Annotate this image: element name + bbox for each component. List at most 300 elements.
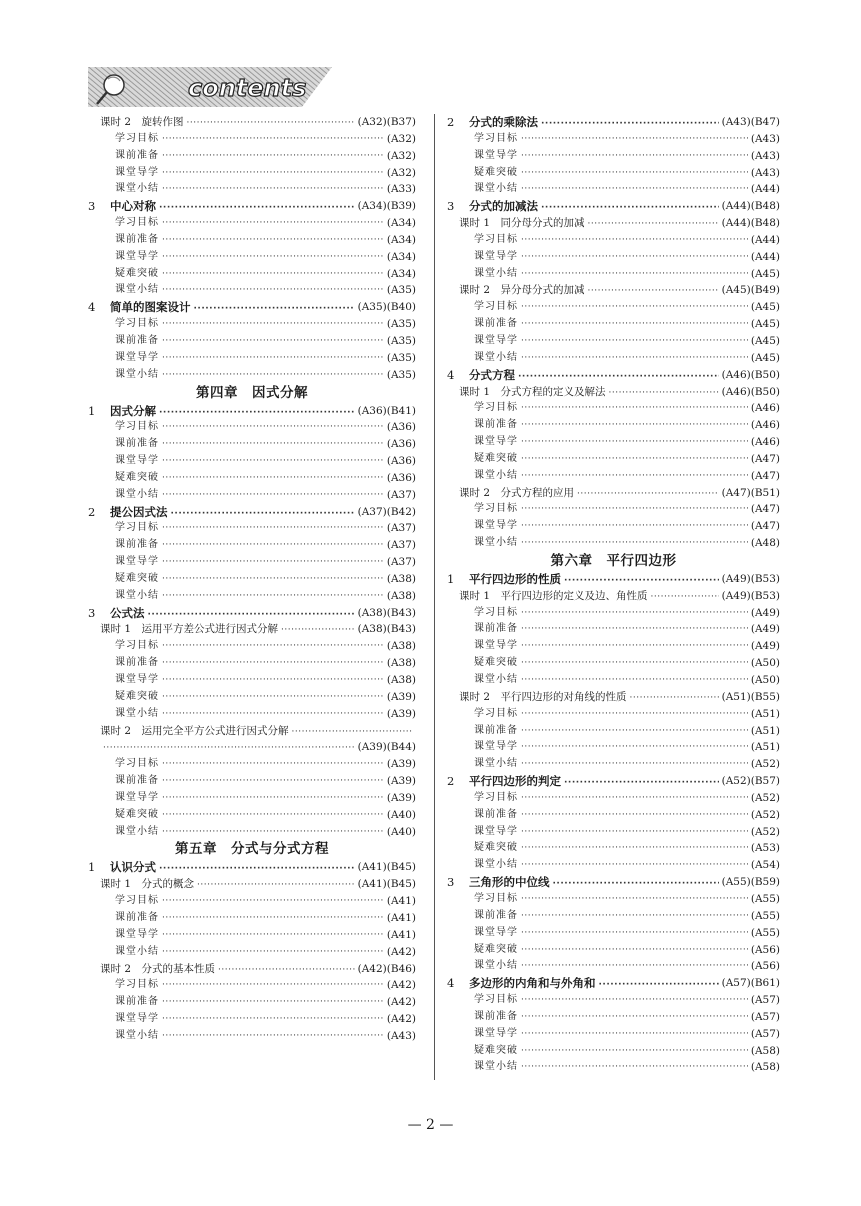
page-reference: (A35) (386, 368, 416, 381)
toc-sub-row (447, 400, 780, 417)
section-label (88, 605, 148, 622)
page-reference: (A55)(B59) (721, 876, 780, 889)
subsection-title: 课前准备 (115, 996, 159, 1008)
dot-leader (159, 859, 355, 876)
section-title: 三角形的中位线 (469, 875, 550, 890)
subsection-title: 疑难突破 (474, 452, 518, 464)
section-number: 2 (447, 115, 455, 129)
toc-sub-row (447, 790, 780, 807)
dot-leader (521, 417, 748, 434)
section-label (447, 198, 541, 215)
dot-leader (599, 975, 719, 992)
lesson-title: 课时 1 运用平方差公式进行因式分解 (100, 623, 279, 636)
toc-lesson-row (447, 485, 780, 502)
dot-leader (521, 299, 748, 316)
section-title: 平行四边形的判定 (469, 774, 561, 789)
toc-sub-row (447, 807, 780, 824)
page-reference: (A42) (386, 1013, 416, 1026)
page-reference: (A37) (386, 556, 416, 569)
dot-leader (159, 403, 355, 420)
page-reference: (A52) (750, 758, 780, 771)
toc-sub-row (447, 925, 780, 942)
page-reference: (A41)(B45) (357, 861, 416, 874)
subsection-title: 疑难突破 (474, 1044, 518, 1056)
subsection-title: 课堂导学 (115, 1013, 159, 1025)
subsection-title: 学习目标 (474, 892, 518, 904)
page-reference: (A33) (386, 183, 416, 196)
section-label (447, 874, 553, 891)
toc-lesson-row (447, 689, 780, 706)
page-reference: (A39) (386, 791, 416, 804)
toc-item-row (447, 773, 780, 790)
page-reference: (A51)(B55) (721, 690, 780, 703)
page-reference: (A37)(B42) (357, 505, 416, 518)
section-label (88, 299, 194, 316)
subsection-title: 学习目标 (474, 791, 518, 803)
dot-leader (162, 148, 384, 165)
dot-leader (162, 537, 384, 554)
dot-leader (162, 249, 384, 266)
toc-sub-row (88, 215, 416, 232)
subsection-title: 课堂小结 (115, 488, 159, 500)
dot-leader (162, 571, 384, 588)
dot-leader (609, 384, 719, 401)
page-reference: (A36) (386, 421, 416, 434)
section-number: 3 (88, 605, 96, 620)
toc-sub-row (88, 131, 416, 148)
subsection-title: 课堂小结 (474, 674, 518, 685)
toc-sub-row (88, 1011, 416, 1028)
page-reference: (A32) (386, 132, 416, 145)
dot-leader (162, 316, 384, 333)
dot-leader (197, 876, 355, 893)
page-reference: (A42) (386, 945, 416, 958)
page-reference: (A42)(B46) (357, 962, 416, 975)
page-reference: (A43)(B47) (721, 116, 780, 128)
toc-sub-row (88, 537, 416, 554)
dot-leader (521, 518, 748, 535)
toc-sub-row (88, 232, 416, 249)
toc-sub-row (88, 588, 416, 605)
toc-item-row (447, 975, 780, 992)
toc-right-column (447, 114, 780, 1076)
lesson-title: 课时 1 平行四边形的定义及边、角性质 (459, 589, 648, 602)
page-reference: (A49) (750, 623, 780, 636)
toc-sub-row (447, 266, 780, 283)
page-number: — 2 — (407, 1117, 454, 1133)
subsection-title: 疑难突破 (115, 808, 159, 820)
toc-sub-row (88, 689, 416, 706)
toc-sub-row (447, 840, 780, 857)
subsection-title: 课前准备 (115, 149, 159, 161)
page-reference: (A41) (386, 911, 416, 924)
section-title: 提公因式法 (110, 504, 168, 519)
chapter-title: 第五章 分式与分式方程 (175, 841, 329, 858)
subsection-title: 疑难突破 (115, 690, 159, 702)
toc-sub-row (447, 672, 780, 689)
section-title: 因式分解 (110, 403, 156, 418)
subsection-title: 疑难突破 (474, 943, 518, 955)
toc-sub-row (447, 723, 780, 740)
subsection-title: 课堂小结 (474, 351, 518, 363)
toc-sub-row (447, 942, 780, 959)
page-reference: (A50) (750, 657, 780, 670)
page-reference: (A34)(B39) (357, 200, 416, 213)
subsection-title: 课堂导学 (474, 825, 518, 837)
subsection-title: 课堂小结 (115, 589, 159, 601)
chapter-title: 第六章 平行四边形 (550, 552, 677, 569)
page-reference: (A38) (386, 674, 416, 686)
lesson-title: 课时 2 分式方程的应用 (459, 486, 575, 499)
toc-sub-row (88, 571, 416, 588)
subsection-title: 学习目标 (115, 318, 159, 330)
dot-leader (162, 672, 384, 689)
toc-sub-row (88, 249, 416, 266)
lesson-title: 课时 1 分式的概念 (100, 878, 195, 891)
dot-leader (588, 215, 719, 232)
toc-sub-row (447, 891, 780, 908)
toc-lesson-row (88, 114, 416, 131)
page-reference: (A42) (386, 996, 416, 1009)
subsection-title: 学习目标 (474, 503, 518, 515)
page-reference: (A34) (386, 233, 416, 246)
toc-sub-row (88, 181, 416, 198)
lesson-title: 课时 1 同分母分式的加减 (459, 217, 585, 230)
dot-leader (162, 470, 384, 487)
toc-item-row (447, 114, 780, 131)
toc-lesson-row (88, 621, 416, 638)
subsection-title: 学习目标 (115, 132, 159, 144)
subsection-title: 课堂导学 (474, 640, 518, 652)
toc-item-row (88, 299, 416, 316)
section-title: 分式方程 (469, 367, 515, 382)
toc-left-column (88, 114, 416, 1045)
dot-leader (162, 927, 384, 944)
subsection-title: 课堂导学 (474, 741, 518, 753)
subsection-title: 学习目标 (115, 522, 159, 534)
toc-sub-row (447, 655, 780, 672)
section-number: 3 (88, 199, 96, 214)
toc-cont-row (88, 739, 416, 756)
subsection-title: 课堂导学 (474, 436, 518, 448)
toc-sub-row (88, 165, 416, 182)
page-reference: (A39)(B44) (357, 741, 416, 754)
subsection-title: 课堂小结 (474, 537, 518, 549)
toc-item-row (447, 367, 780, 384)
subsection-title: 疑难突破 (474, 166, 518, 178)
page-reference: (A44) (750, 250, 780, 263)
page-reference: (A57)(B61) (721, 977, 780, 990)
subsection-title: 课前准备 (474, 909, 518, 921)
dot-leader (162, 655, 384, 672)
page-reference: (A40) (386, 825, 416, 838)
dot-leader (162, 520, 384, 537)
subsection-title: 学习目标 (115, 758, 159, 770)
dot-leader (521, 621, 748, 638)
page-reference: (A34) (386, 267, 416, 280)
subsection-title: 课堂导学 (115, 351, 159, 363)
subsection-title: 课堂导学 (115, 455, 159, 467)
page-reference: (A58) (750, 1044, 780, 1057)
subsection-title: 学习目标 (474, 233, 518, 245)
toc-sub-row (447, 958, 780, 975)
toc-item-row (88, 403, 416, 420)
page-reference: (A37) (386, 522, 416, 535)
dot-leader (162, 554, 384, 571)
page-reference: (A44)(B48) (721, 200, 780, 213)
page-reference: (A49) (750, 606, 780, 619)
toc-sub-row (88, 520, 416, 537)
page-reference: (A55) (750, 909, 780, 922)
contents-title: contents (188, 74, 307, 102)
toc-item-row (88, 504, 416, 521)
dot-leader (577, 485, 719, 502)
toc-sub-row (447, 316, 780, 333)
section-number: 1 (88, 403, 96, 418)
dot-leader (521, 739, 748, 756)
page-reference: (A52) (750, 825, 780, 838)
subsection-title: 课堂导学 (474, 926, 518, 938)
subsection-title: 课堂小结 (474, 859, 518, 871)
toc-sub-row (88, 487, 416, 504)
toc-sub-row (447, 434, 780, 451)
dot-leader (521, 807, 748, 824)
subsection-title: 课堂小结 (474, 469, 518, 481)
dot-leader (162, 910, 384, 927)
dot-leader (630, 689, 719, 706)
section-label (447, 773, 564, 790)
toc-sub-row (88, 453, 416, 470)
dot-leader (194, 299, 355, 316)
subsection-title: 学习目标 (115, 979, 159, 991)
subsection-title: 课堂导学 (474, 334, 518, 346)
page-reference: (A52)(B57) (721, 775, 780, 788)
dot-leader (162, 350, 384, 367)
toc-sub-row (447, 249, 780, 266)
section-number: 4 (447, 976, 455, 991)
dot-leader (162, 588, 384, 605)
dot-leader (521, 451, 748, 468)
toc-sub-row (447, 333, 780, 350)
page-reference: (A44) (750, 233, 780, 246)
dot-leader (103, 739, 355, 756)
toc-item-row (88, 605, 416, 622)
subsection-title: 疑难突破 (115, 572, 159, 584)
section-label (447, 571, 564, 588)
dot-leader (171, 504, 355, 521)
dot-leader (564, 773, 719, 790)
page-reference: (A52) (750, 791, 780, 804)
section-label (88, 504, 171, 521)
page-reference: (A43) (750, 132, 780, 145)
subsection-title: 学习目标 (115, 895, 159, 907)
page-reference: (A49) (750, 640, 780, 653)
toc-sub-row (88, 436, 416, 453)
subsection-title: 学习目标 (474, 132, 518, 144)
section-label (88, 403, 159, 420)
page-reference: (A51) (750, 741, 780, 754)
dot-leader (162, 282, 384, 299)
dot-leader (521, 706, 748, 723)
dot-leader (162, 232, 384, 249)
section-number: 3 (447, 875, 455, 890)
subsection-title: 课前准备 (474, 318, 518, 330)
page-reference: (A35) (386, 351, 416, 364)
chapter-title: 第四章 因式分解 (196, 384, 308, 401)
dot-leader (162, 1028, 384, 1045)
toc-sub-row (88, 756, 416, 773)
contents-header-banner (88, 67, 332, 107)
dot-leader (521, 1026, 748, 1043)
page-reference: (A41) (386, 895, 416, 908)
toc-sub-row (447, 299, 780, 316)
dot-leader (521, 148, 748, 165)
page-reference: (A57) (750, 1010, 780, 1023)
subsection-title: 课堂小结 (474, 758, 518, 770)
page-reference: (A45) (750, 318, 780, 331)
subsection-title: 课堂导学 (115, 556, 159, 568)
subsection-title: 学习目标 (474, 606, 518, 618)
toc-sub-row (88, 316, 416, 333)
toc-sub-row (88, 419, 416, 436)
dot-leader (521, 655, 748, 672)
subsection-title: 学习目标 (474, 994, 518, 1006)
dot-leader (162, 453, 384, 470)
dot-leader (162, 944, 384, 961)
lesson-title: 课时 1 分式方程的定义及解法 (459, 385, 606, 398)
dot-leader (521, 501, 748, 518)
page-reference: (A36) (386, 471, 416, 484)
toc-sub-row (88, 655, 416, 672)
subsection-title: 课前准备 (115, 334, 159, 346)
page-reference: (A38) (386, 589, 416, 602)
toc-lesson-row (447, 384, 780, 401)
dot-leader (521, 824, 748, 841)
dot-leader (521, 723, 748, 740)
page-reference: (A46)(B50) (721, 385, 780, 398)
dot-leader (521, 790, 748, 807)
dot-leader (162, 807, 384, 824)
toc-sub-row (88, 977, 416, 994)
subsection-title: 课前准备 (115, 539, 159, 551)
dot-leader (162, 977, 384, 994)
toc-sub-row (88, 672, 416, 689)
dot-leader (521, 350, 748, 367)
toc-sub-row (447, 739, 780, 756)
page-reference: (A57) (750, 994, 780, 1007)
page-reference: (A56) (750, 943, 780, 956)
dot-leader (162, 419, 384, 436)
contents-banner-graphic (88, 67, 332, 107)
page-reference: (A41) (386, 928, 416, 941)
page-reference: (A47) (750, 469, 780, 482)
subsection-title: 课堂小结 (115, 945, 159, 957)
toc-sub-row (447, 621, 780, 638)
dot-leader (521, 638, 748, 655)
page-reference: (A43) (750, 166, 780, 179)
toc-sub-row (447, 824, 780, 841)
toc-sub-row (88, 367, 416, 384)
page-reference: (A45) (750, 334, 780, 347)
subsection-title: 课堂导学 (115, 928, 159, 940)
page-reference: (A44) (750, 183, 780, 196)
page-reference: (A39) (386, 775, 416, 788)
page-reference: (A45) (750, 351, 780, 364)
subsection-title: 课堂小结 (115, 368, 159, 380)
dot-leader (521, 992, 748, 1009)
toc-sub-row (88, 554, 416, 571)
page-reference: (A45)(B49) (721, 284, 780, 297)
section-title: 中心对称 (110, 199, 156, 214)
subsection-title: 课堂小结 (474, 1061, 518, 1073)
page-reference: (A47) (750, 503, 780, 516)
toc-chapter-row (88, 384, 416, 403)
page-reference: (A36) (386, 455, 416, 468)
page-reference: (A55) (750, 892, 780, 905)
toc-sub-row (447, 518, 780, 535)
toc-item-row (88, 859, 416, 876)
toc-chapter-row (447, 552, 780, 571)
toc-item-row (447, 874, 780, 891)
dot-leader (162, 706, 384, 723)
toc-sub-row (88, 807, 416, 824)
page-reference: (A38) (386, 572, 416, 585)
page-reference: (A55) (750, 926, 780, 939)
dot-leader (521, 840, 748, 857)
dot-leader (162, 367, 384, 384)
page-reference: (A34) (386, 250, 416, 263)
dot-leader (553, 874, 719, 891)
subsection-title: 课堂导学 (474, 1027, 518, 1039)
page-reference: (A35) (386, 334, 416, 347)
dot-leader (521, 1059, 748, 1076)
section-number: 1 (447, 571, 455, 586)
toc-lesson-row (447, 282, 780, 299)
page-reference: (A44)(B48) (721, 217, 780, 230)
subsection-title: 课堂小结 (474, 267, 518, 279)
dot-leader (521, 958, 748, 975)
section-title: 分式的乘除法 (469, 115, 538, 129)
page-reference: (A48) (750, 537, 780, 550)
toc-sub-row (88, 148, 416, 165)
toc-sub-row (88, 350, 416, 367)
toc-sub-row (447, 1059, 780, 1076)
page-reference: (A54) (750, 859, 780, 872)
subsection-title: 课前准备 (474, 808, 518, 820)
subsection-title: 课堂小结 (474, 183, 518, 195)
dot-leader (521, 857, 748, 874)
page-reference: (A47) (750, 520, 780, 533)
dot-leader (162, 181, 384, 198)
section-number: 1 (88, 860, 96, 875)
toc-sub-row (447, 605, 780, 622)
subsection-title: 课堂小结 (115, 1029, 159, 1041)
toc-sub-row (447, 1009, 780, 1026)
subsection-title: 学习目标 (474, 707, 518, 719)
dot-leader (162, 436, 384, 453)
subsection-title: 课前准备 (115, 233, 159, 245)
toc-sub-row (88, 1028, 416, 1045)
dot-leader (162, 689, 384, 706)
toc-sub-row (88, 706, 416, 723)
subsection-title: 课堂导学 (115, 166, 159, 178)
subsection-title: 课前准备 (474, 724, 518, 736)
toc-sub-row (88, 824, 416, 841)
dot-leader (521, 249, 748, 266)
dot-leader (162, 638, 384, 655)
page-reference: (A46) (750, 436, 780, 449)
toc-sub-row (88, 282, 416, 299)
